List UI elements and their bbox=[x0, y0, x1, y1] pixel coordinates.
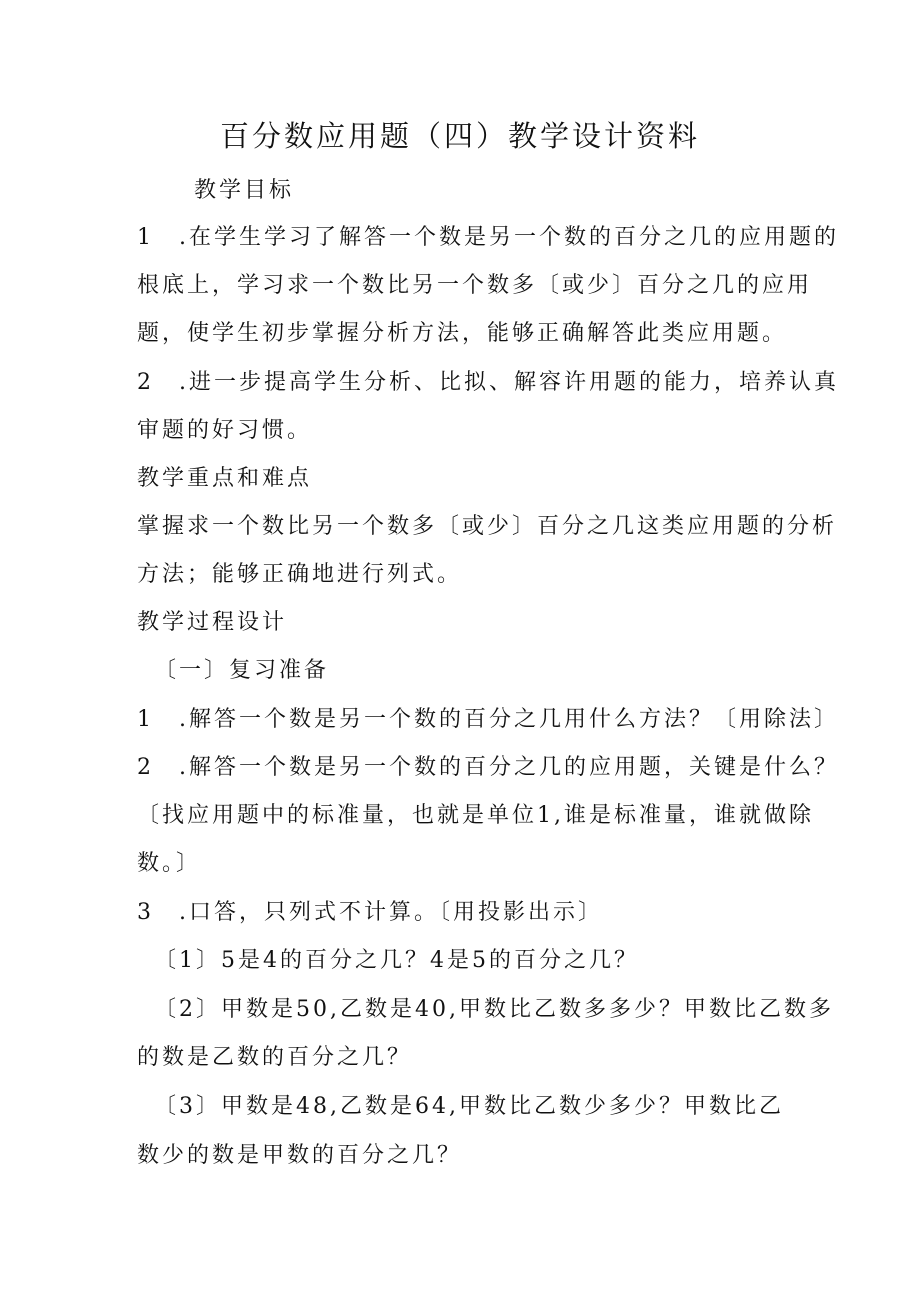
section-heading-objectives: 教学目标 bbox=[194, 178, 295, 203]
paragraph-line: 方法；能够正确地进行列式。 bbox=[137, 562, 463, 587]
section-heading-key-points: 教学重点和难点 bbox=[137, 466, 313, 491]
paragraph-line: 1 .解答一个数是另一个数的百分之几用什么方法？〔用除法〕 bbox=[137, 707, 839, 732]
paragraph-line: 数。〕 bbox=[137, 851, 202, 876]
paragraph-line: 根底上，学习求一个数比另一个数多〔或少〕百分之几的应用 bbox=[137, 273, 813, 298]
exercise-item: 〔1〕5是4的百分之几？4是5的百分之几？ bbox=[154, 948, 639, 973]
paragraph-line: 的数是乙数的百分之几？ bbox=[137, 1045, 413, 1070]
paragraph-line: 1 .在学生学习了解答一个数是另一个数的百分之几的应用题的 bbox=[137, 225, 839, 250]
paragraph-line: 2 .解答一个数是另一个数的百分之几的应用题，关键是什么？ bbox=[137, 755, 839, 780]
paragraph-line: 题，使学生初步掌握分析方法，能够正确解答此类应用题。 bbox=[137, 321, 788, 346]
section-heading-process: 教学过程设计 bbox=[137, 610, 288, 635]
paragraph-line: 〔找应用题中的标准量，也就是单位1,谁是标准量，谁就做除 bbox=[137, 803, 814, 828]
paragraph-line: 2 .进一步提高学生分析、比拟、解容许用题的能力，培养认真 bbox=[137, 370, 839, 395]
paragraph-line: 3 .口答，只列式不计算。〔用投影出示〕 bbox=[137, 900, 603, 925]
paragraph-line: 数少的数是甲数的百分之几？ bbox=[137, 1143, 463, 1168]
exercise-item: 〔3〕甲数是48,乙数是64,甲数比乙数少多少？甲数比乙 bbox=[154, 1094, 784, 1119]
paragraph-line: 掌握求一个数比另一个数多〔或少〕百分之几这类应用题的分析 bbox=[137, 514, 838, 539]
paragraph-line: 审题的好习惯。 bbox=[137, 418, 313, 443]
document-title: 百分数应用题（四）教学设计资料 bbox=[219, 119, 700, 153]
subsection-heading-review: 〔一〕复习准备 bbox=[154, 658, 330, 683]
exercise-item: 〔2〕甲数是50,乙数是40,甲数比乙数多多少？甲数比乙数多 bbox=[154, 997, 834, 1022]
